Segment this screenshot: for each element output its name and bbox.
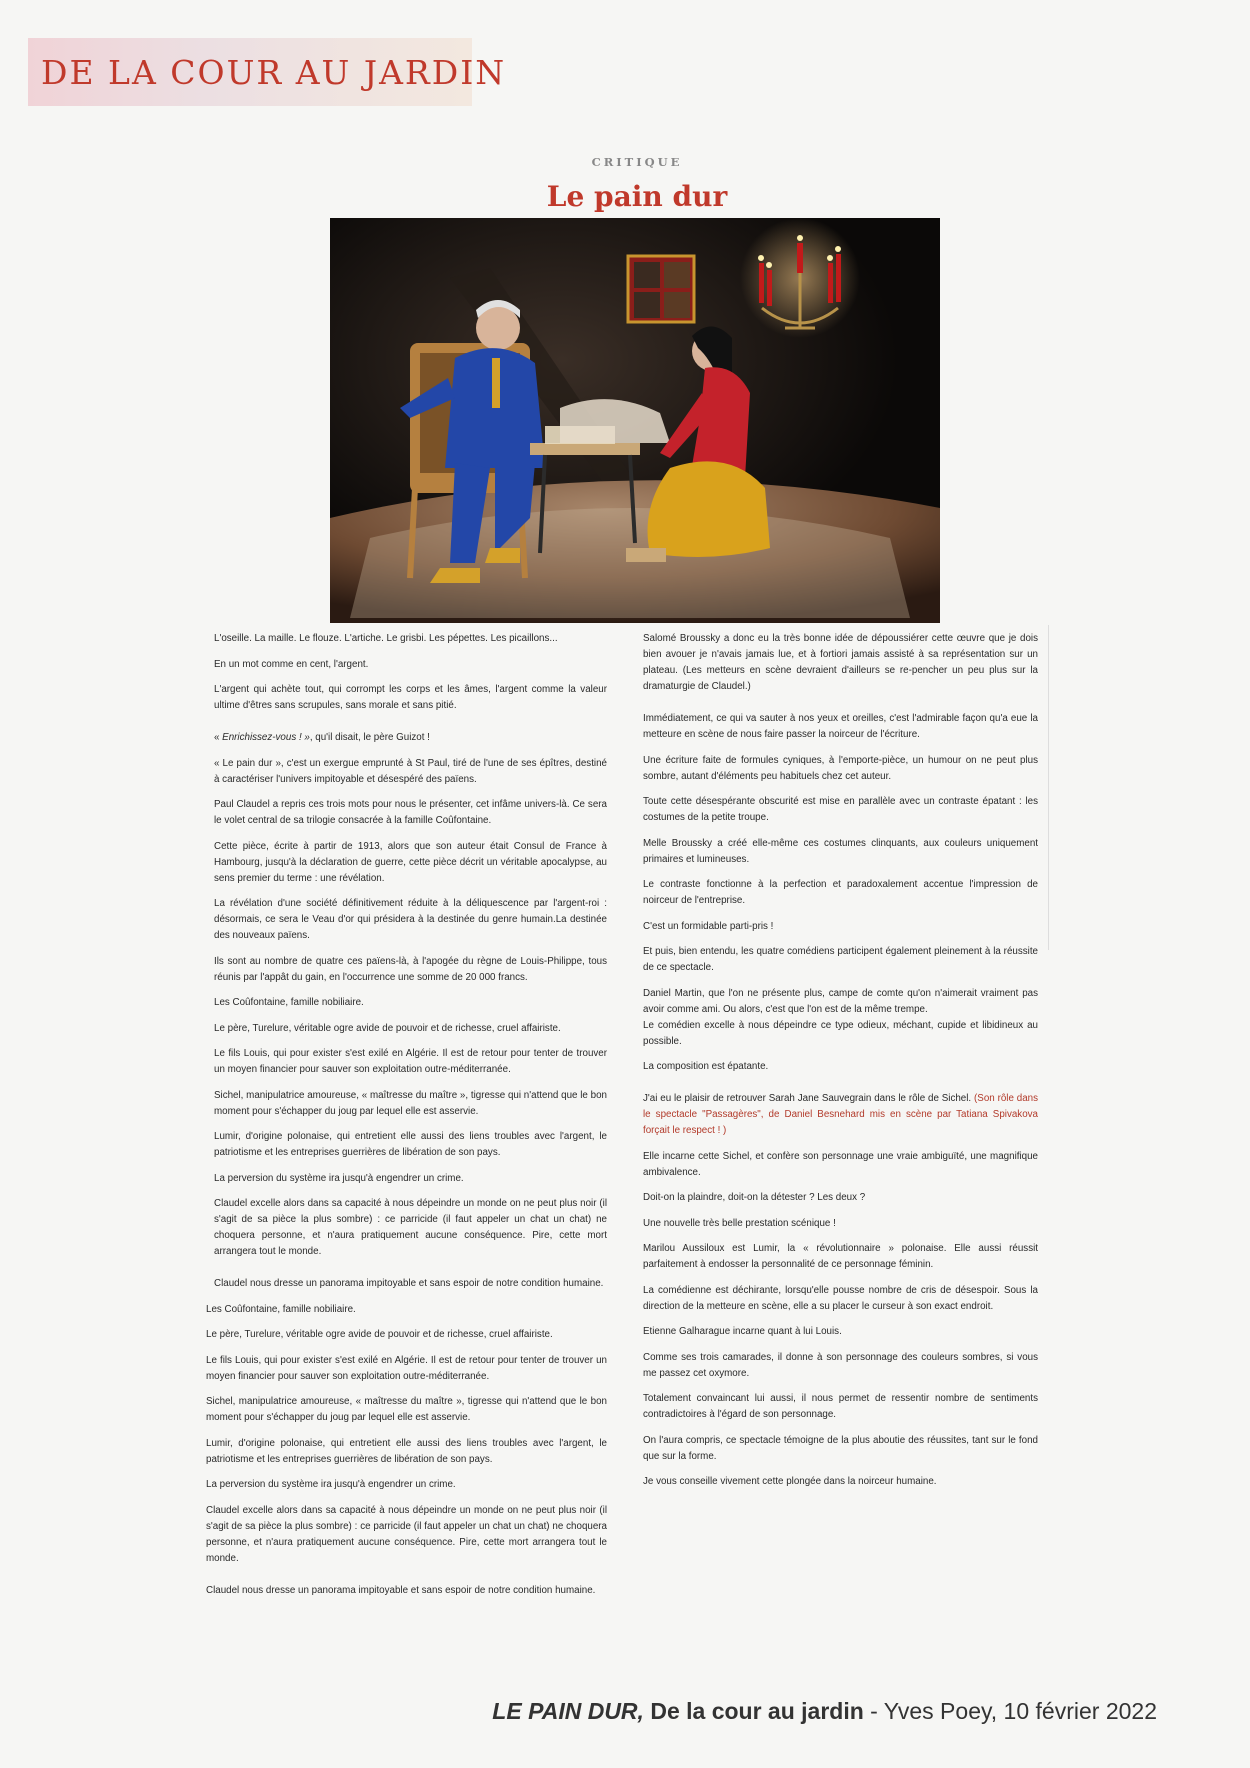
paragraph: Daniel Martin, que l'on ne présente plus, campe de comte qu'on n'aimerait vraiment pas avoir comme ami. Ou alors, c'est que l'on est de la même trempe. bbox=[643, 987, 1038, 1015]
paragraph-sichel bbox=[643, 1091, 1038, 1139]
paragraph: Les Coûfontaine, famille nobiliaire. bbox=[214, 997, 364, 1008]
paragraph-repeat: Le père, Turelure, véritable ogre avide de pouvoir et de richesse, cruel affairiste. bbox=[206, 1329, 553, 1340]
paragraph: Elle incarne cette Sichel, et confère son personnage une vraie ambiguïté, une magnifique ambivalence. bbox=[643, 1150, 1038, 1178]
paragraph: Le contraste fonctionne à la perfection et paradoxalement accentue l'impression de noirceur de l'entreprise. bbox=[643, 879, 1038, 906]
paragraph: La composition est épatante. bbox=[643, 1061, 769, 1072]
paragraph: Cette pièce, écrite à partir de 1913, alors que son auteur était Consul de France à Hambourg, jusqu'à la déclaration de guerre, cette pièce décrit un véritable apocalypse, au sens premier du terme : une révélation. bbox=[214, 840, 607, 884]
column-divider bbox=[1048, 625, 1049, 950]
paragraph: Une écriture faite de formules cyniques, à l'emporte-pièce, un humour on ne peut plus sombre, autant d'éléments peu habituels chez cet auteur. bbox=[643, 754, 1038, 782]
paragraph: Paul Claudel a repris ces trois mots pour nous le présenter, cet infâme univers-là. Ce sera le volet central de sa trilogie consacrée à la famille Coûfontaine. bbox=[214, 799, 607, 826]
paragraph: Salomé Broussky a donc eu la très bonne idée de dépoussiérer cette œuvre que je dois bien avouer je n'avais jamais lue, et à fortiori jamais assisté à sa représentation sur un plateau. (Les metteurs en scène devraient d'ailleurs se re-pencher un peu plus sur la dramaturgie de Claudel.) bbox=[643, 633, 1038, 692]
paragraph: C'est un formidable parti-pris ! bbox=[643, 920, 774, 932]
quote-open: « bbox=[214, 732, 223, 743]
paragraph-repeat: Claudel nous dresse un panorama impitoyable et sans espoir de notre condition humaine. bbox=[206, 1584, 596, 1596]
paragraph: En un mot comme en cent, l'argent. bbox=[214, 658, 369, 670]
paragraph-repeat: Sichel, manipulatrice amoureuse, « maîtresse du maître », tigresse qui n'attend que le bon moment pour s'échapper du joug par lequel elle est asservie. bbox=[206, 1396, 607, 1423]
paragraph: Le père, Turelure, véritable ogre avide de pouvoir et de richesse, cruel affairiste. bbox=[214, 1022, 561, 1034]
article-left-column bbox=[206, 631, 607, 1608]
article-title: Le pain dur bbox=[546, 180, 728, 213]
site-banner bbox=[28, 38, 507, 106]
paragraph: Le fils Louis, qui pour exister s'est exilé en Algérie. Il est de retour pour tenter de trouver un moyen financier pour sauver son exploitation outre-méditerranée. bbox=[214, 1048, 607, 1075]
quote-italic: Enrichissez-vous ! » bbox=[222, 732, 310, 743]
paragraph: Claudel nous dresse un panorama impitoyable et sans espoir de notre condition humaine. bbox=[214, 1278, 604, 1289]
paragraph-repeat: Lumir, d'origine polonaise, qui entretient elle aussi des liens troubles avec l'argent, le patriotisme et les entreprises guerrières de libération de son pays. bbox=[206, 1437, 607, 1465]
paragraph: Sichel, manipulatrice amoureuse, « maîtresse du maître », tigresse qui n'attend que le bon moment pour s'échapper du joug par lequel elle est asservie. bbox=[214, 1089, 607, 1117]
paragraph-quote bbox=[214, 730, 607, 746]
paragraph: La révélation d'une société définitivement réduite à la déliquescence par l'argent-roi : désormais, ce sera le Veau d'or qui présidera à la destinée du genre humain.La destinée des nouveaux païens. bbox=[214, 898, 607, 941]
footer-source: De la cour au jardin bbox=[643, 1698, 864, 1724]
paragraph: Toute cette désespérante obscurité est mise en parallèle avec un contraste épatant : les costumes de la petite troupe. bbox=[643, 796, 1038, 823]
stage-photo-illustration bbox=[330, 218, 940, 623]
paragraph: L'oseille. La maille. Le flouze. L'artiche. Le grisbi. Les pépettes. Les picaillons... bbox=[214, 633, 558, 644]
paragraph: Marilou Aussiloux est Lumir, la « révolutionnaire » polonaise. Elle aussi réussit parfaitement à endosser la personnalité de ce personnage féminin. bbox=[643, 1243, 1038, 1270]
footer-show-title: LE PAIN DUR, bbox=[492, 1698, 644, 1724]
paragraph: La perversion du système ira jusqu'à engendrer un crime. bbox=[214, 1172, 464, 1184]
paragraph: L'argent qui achète tout, qui corrompt les corps et les âmes, l'argent comme la valeur ultime d'êtres sans scrupules, sans morale et sans pitié. bbox=[214, 684, 607, 711]
paragraph-repeat: La perversion du système ira jusqu'à engendrer un crime. bbox=[206, 1479, 456, 1490]
paragraph: Totalement convaincant lui aussi, il nous permet de ressentir nombre de sentiments contradictoires à l'égard de son personnage. bbox=[643, 1393, 1038, 1420]
paragraph: Etienne Galharague incarne quant à lui Louis. bbox=[643, 1326, 842, 1337]
sichel-text: J'ai eu le plaisir de retrouver Sarah Jane Sauvegrain dans le rôle de Sichel. bbox=[643, 1093, 975, 1104]
paragraph: Le comédien excelle à nous dépeindre ce type odieux, méchant, cupide et libidineux au possible. bbox=[643, 1019, 1038, 1047]
article-kicker: CRITIQUE bbox=[591, 155, 683, 169]
paragraph-repeat: Le fils Louis, qui pour exister s'est exilé en Algérie. Il est de retour pour tenter de trouver un moyen financier pour sauver son exploitation outre-méditerranée. bbox=[206, 1354, 607, 1382]
paragraph-repeat: Claudel excelle alors dans sa capacité à nous dépeindre un monde on ne peut plus noir (il s'agit de sa pièce la plus sombre) : ce parricide (il faut appeler un chat un chat) ne choquera personne, et n'aura pratiquement aucune conséquence. Pire, cette mort arrangera tout le monde. bbox=[206, 1504, 607, 1564]
paragraph: Doit-on la plaindre, doit-on la détester ? Les deux ? bbox=[643, 1192, 866, 1203]
paragraph: « Le pain dur », c'est un exergue emprunté à St Paul, tiré de l'une de ses épîtres, destiné à caractériser l'univers impitoyable et désespéré des païens. bbox=[214, 757, 607, 785]
quote-rest: , qu'il disait, le père Guizot ! bbox=[309, 732, 430, 743]
paragraph: Melle Broussky a créé elle-même ces costumes clinquants, aux couleurs uniquement primaires et lumineuses. bbox=[643, 837, 1038, 865]
paragraph: Ils sont au nombre de quatre ces païens-là, à l'apogée du règne de Louis-Philippe, tous réunis par l'appât du gain, en l'occurrence une somme de 20 000 francs. bbox=[214, 955, 607, 983]
paragraph: Je vous conseille vivement cette plongée dans la noirceur humaine. bbox=[643, 1476, 937, 1487]
paragraph: Claudel excelle alors dans sa capacité à nous dépeindre un monde on ne peut plus noir (il s'agit de sa pièce la plus sombre) : ce parricide (il faut appeler un chat un chat) ne choquera personne, et n'aura pratiquement aucune conséquence. Pire, cette mort arrangera tout le monde. bbox=[214, 1198, 607, 1257]
sichel-aside: (Son rôle dans le spectacle "Passagères", de Daniel Besnehard mis en scène par Tatiana Spivakova forçait le respect ! ) bbox=[643, 1093, 1038, 1136]
paragraph-repeat: Les Coûfontaine, famille nobiliaire. bbox=[206, 1303, 356, 1315]
article-right-column bbox=[643, 631, 1038, 1500]
paragraph: Immédiatement, ce qui va sauter à nos yeux et oreilles, c'est l'admirable façon qu'a eue la metteure en scène de nous faire passer la noirceur de l'écriture. bbox=[643, 713, 1038, 740]
production-photo bbox=[330, 218, 940, 623]
site-banner-label: DE LA COUR AU JARDIN bbox=[41, 52, 507, 92]
footer-credit bbox=[492, 1698, 1157, 1725]
paragraph: La comédienne est déchirante, lorsqu'elle pousse nombre de cris de désespoir. Sous la direction de la metteure en scène, elle a su placer le curseur à son exact endroit. bbox=[643, 1284, 1038, 1312]
footer-byline: - Yves Poey, 10 février 2022 bbox=[863, 1698, 1157, 1724]
paragraph: Et puis, bien entendu, les quatre comédiens participent également pleinement à la réussite de ce spectacle. bbox=[643, 946, 1038, 973]
paragraph: Lumir, d'origine polonaise, qui entretient elle aussi des liens troubles avec l'argent, le patriotisme et les entreprises guerrières de libération de son pays. bbox=[214, 1131, 607, 1158]
paragraph: Une nouvelle très belle prestation scénique ! bbox=[643, 1217, 836, 1229]
paragraph: On l'aura compris, ce spectacle témoigne de la plus aboutie des réussites, tant sur le fond que sur la forme. bbox=[643, 1434, 1038, 1462]
paragraph: Comme ses trois camarades, il donne à son personnage des couleurs sombres, si vous me passez cet oxymore. bbox=[643, 1351, 1038, 1379]
